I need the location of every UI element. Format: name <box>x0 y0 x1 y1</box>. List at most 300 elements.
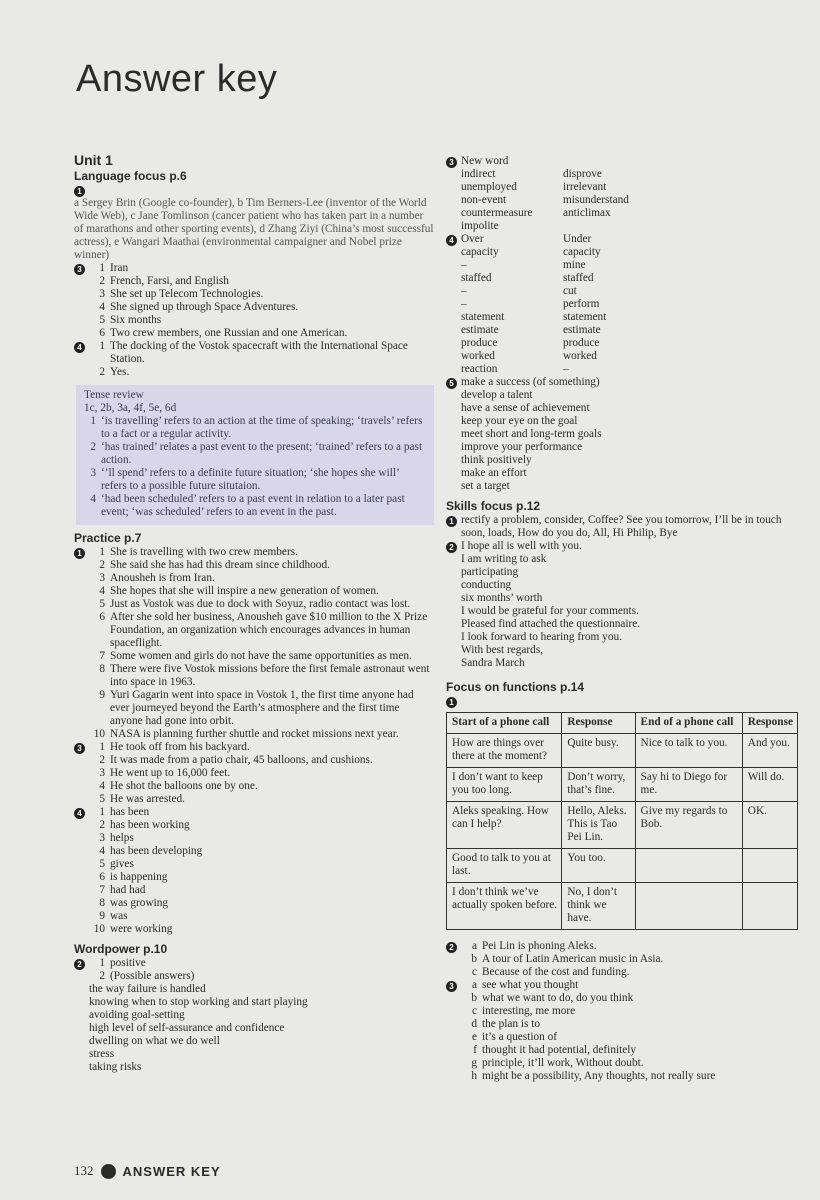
list-item <box>89 819 434 832</box>
list-item-number: 5 <box>99 598 105 610</box>
table-header-cell: End of a phone call <box>635 713 742 734</box>
list-item-text: principle, it’ll work, Without doubt. <box>482 1057 644 1069</box>
word-pair-row <box>461 272 798 285</box>
exercise-bullet-icon: 2 <box>446 942 457 953</box>
list-item-number: 1 <box>99 546 105 558</box>
list-item-number: 6 <box>99 327 105 339</box>
language-focus-heading: Language focus p.6 <box>74 169 187 183</box>
list-item-number: 1 <box>99 806 105 818</box>
list-item-number: 2 <box>99 275 105 287</box>
list-item-text: Six months <box>110 314 162 326</box>
page-number: 132 <box>74 1163 94 1178</box>
table-cell: Say hi to Diego for me. <box>635 768 742 802</box>
list-item: have a sense of achievement <box>461 402 590 414</box>
word-pair-row <box>461 220 798 233</box>
word-pair-row <box>461 246 798 259</box>
word-left: non-event <box>461 194 507 206</box>
tense-review-list <box>84 415 426 519</box>
list-item-text: He went up to 16,000 feet. <box>110 767 231 779</box>
new-word-heading: New word <box>461 155 509 167</box>
list-item <box>461 940 798 953</box>
table-row <box>447 849 798 883</box>
list-item <box>89 871 434 884</box>
new-word-pairs <box>461 168 798 233</box>
practice-ex3-list <box>89 741 434 806</box>
word-right <box>563 220 798 233</box>
list-item <box>461 992 798 1005</box>
list-item <box>89 366 434 379</box>
list-item-text: She set up Telecom Technologies. <box>110 288 264 300</box>
word-left: capacity <box>461 246 499 258</box>
list-item: high level of self-assurance and confidence <box>89 1022 285 1034</box>
table-cell: Quite busy. <box>562 734 635 768</box>
table-cell: And you. <box>742 734 797 768</box>
list-item-number: 9 <box>99 910 105 922</box>
list-item-number: b <box>471 953 477 965</box>
exercise-bullet-icon: 1 <box>74 548 85 559</box>
list-item-number: f <box>473 1044 477 1056</box>
list-item: Pleased find attached the questionnaire. <box>461 618 641 630</box>
list-item <box>89 923 434 936</box>
list-item-number: a <box>471 940 477 952</box>
list-item-text: She is travelling with two crew members. <box>110 546 298 558</box>
list-item: six months’ worth <box>461 592 543 604</box>
word-pair-row <box>461 181 798 194</box>
exercise-bullet-icon: 4 <box>74 342 85 353</box>
list-item-text: ‘is travelling’ refers to an action at the time of speaking; ‘travels’ refers to a fact or a regular activity. <box>101 415 423 440</box>
practice-ex4-list <box>89 806 434 936</box>
table-cell: Good to talk to you at last. <box>447 849 562 883</box>
exercise-bullet-icon: 5 <box>446 378 457 389</box>
practice-ex1-list <box>89 546 434 741</box>
list-item-text: gives <box>110 858 134 870</box>
list-item-text: ‘’ll spend’ refers to a definite future situation; ‘she hopes she will’ refers to a possible future situtaion. <box>101 467 399 492</box>
table-cell <box>635 849 742 883</box>
list-item-text: was growing <box>110 897 169 909</box>
list-item-text: was <box>110 910 128 922</box>
list-item-text: might be a possibility, Any thoughts, not really sure <box>482 1070 716 1082</box>
functions-ex3-list <box>461 979 798 1083</box>
list-item-number: 3 <box>90 467 96 479</box>
list-item <box>89 314 434 327</box>
table-cell: Give my regards to Bob. <box>635 802 742 849</box>
word-right: worked <box>563 350 597 362</box>
list-item <box>84 415 426 441</box>
exercise-bullet-icon: 1 <box>446 516 457 527</box>
word-pair-row <box>461 259 798 272</box>
under-heading: Under <box>563 233 592 245</box>
table-cell: No, I don’t think we have. <box>562 883 635 930</box>
list-item-number: 4 <box>99 845 105 857</box>
wordpower-answers <box>74 983 434 1074</box>
page-title: Answer key <box>76 58 278 100</box>
unit-heading: Unit 1 <box>74 152 113 168</box>
table-cell: OK. <box>742 802 797 849</box>
exercise-bullet-icon: 1 <box>74 186 85 197</box>
wordpower-heading: Wordpower p.10 <box>74 942 168 956</box>
list-item-text: Iran <box>110 262 129 274</box>
list-item <box>89 559 434 572</box>
word-left: worked <box>461 350 495 362</box>
list-item-text: NASA is planning further shuttle and rocket missions next year. <box>110 728 399 740</box>
list-item <box>89 598 434 611</box>
list-item-number: h <box>471 1070 477 1082</box>
word-right: mine <box>563 259 586 271</box>
list-item-number: 5 <box>99 793 105 805</box>
over-heading: Over <box>461 233 484 245</box>
list-item: I hope all is well with you. <box>461 540 582 552</box>
list-item-number: 1 <box>99 262 105 274</box>
page-footer <box>74 1163 221 1179</box>
list-item-number: 6 <box>99 871 105 883</box>
word-left: indirect <box>461 168 496 180</box>
list-item <box>89 546 434 559</box>
exercise-bullet-icon: 1 <box>446 697 457 708</box>
list-item-text: ‘had been scheduled’ refers to a past event in relation to a later past event; ‘was scheduled’ refers to an event in the past. <box>101 493 405 518</box>
wordpower-list <box>89 957 434 983</box>
list-item <box>84 493 426 519</box>
list-item-text: He was arrested. <box>110 793 185 805</box>
list-item-text: Pei Lin is phoning Aleks. <box>482 940 597 952</box>
list-item-text: ‘has trained’ relates a past event to the present; ‘trained’ refers to a past action. <box>101 441 423 466</box>
list-item <box>89 585 434 598</box>
list-item-number: 10 <box>93 923 105 935</box>
list-item: develop a talent <box>461 389 533 401</box>
list-item-number: 2 <box>90 441 96 453</box>
list-item <box>461 1018 798 1031</box>
list-item <box>461 1005 798 1018</box>
list-item-text: French, Farsi, and English <box>110 275 229 287</box>
list-item: improve your performance <box>461 441 583 453</box>
right-column <box>446 155 798 1083</box>
list-item-text: is happening <box>110 871 168 883</box>
list-item <box>461 1044 798 1057</box>
table-cell <box>742 849 797 883</box>
list-item: I would be grateful for your comments. <box>461 605 639 617</box>
collocations-list <box>461 376 798 493</box>
list-item <box>89 611 434 650</box>
list-item-number: 4 <box>99 780 105 792</box>
word-pair-row <box>461 285 798 298</box>
word-right: disprove <box>563 168 602 180</box>
word-pair-row <box>461 311 798 324</box>
functions-ex2-list <box>461 940 798 979</box>
list-item-number: 3 <box>99 572 105 584</box>
table-row <box>447 802 798 849</box>
list-item <box>89 340 434 366</box>
skills-ex1-text: rectify a problem, consider, Coffee? See you tomorrow, I’ll be in touch soon, loads, How do you do, All, Hi Philip, Bye <box>461 514 782 539</box>
list-item-text: see what you thought <box>482 979 579 991</box>
list-item-number: 3 <box>99 288 105 300</box>
list-item-number: 5 <box>99 314 105 326</box>
skills-ex2-list <box>461 540 798 670</box>
word-right: – <box>563 363 569 375</box>
list-item <box>89 689 434 728</box>
list-item <box>89 327 434 340</box>
table-cell: Don’t worry, that’s fine. <box>562 768 635 802</box>
table-cell <box>742 883 797 930</box>
list-item-number: a <box>471 979 477 991</box>
list-item <box>89 910 434 923</box>
tense-review-heading: Tense review <box>84 389 144 401</box>
list-item-number: 2 <box>99 819 105 831</box>
list-item-number: 1 <box>99 741 105 753</box>
list-item-number: d <box>471 1018 477 1030</box>
list-item-text: the plan is to <box>482 1018 541 1030</box>
exercise-bullet-icon: 2 <box>446 542 457 553</box>
word-left: staffed <box>461 272 492 284</box>
list-item <box>461 966 798 979</box>
list-item <box>89 780 434 793</box>
list-item: meet short and long-term goals <box>461 428 602 440</box>
list-item: I am writing to ask <box>461 553 547 565</box>
list-item <box>89 728 434 741</box>
list-item-text: what we want to do, do you think <box>482 992 634 1004</box>
table-cell: You too. <box>562 849 635 883</box>
table-cell: Nice to talk to you. <box>635 734 742 768</box>
list-item-text: had had <box>110 884 146 896</box>
list-item <box>89 832 434 845</box>
list-item: taking risks <box>89 1061 142 1073</box>
list-item-text: He shot the balloons one by one. <box>110 780 258 792</box>
word-left: impolite <box>461 220 499 232</box>
list-item <box>89 970 434 983</box>
word-pair-row <box>461 207 798 220</box>
footer-dot-icon <box>101 1164 116 1179</box>
list-item: think positively <box>461 454 532 466</box>
list-item-number: 1 <box>99 957 105 969</box>
list-item-text: Just as Vostok was due to dock with Soyuz, radio contact was lost. <box>110 598 411 610</box>
list-item <box>89 663 434 689</box>
list-item-text: She signed up through Space Adventures. <box>110 301 299 313</box>
word-right: cut <box>563 285 577 297</box>
list-item <box>89 884 434 897</box>
word-left: unemployed <box>461 181 517 193</box>
list-item <box>89 957 434 970</box>
table-cell: Hello, Aleks. This is Tao Pei Lin. <box>562 802 635 849</box>
table-row <box>447 734 798 768</box>
list-item: stress <box>89 1048 115 1060</box>
left-column <box>74 152 434 1074</box>
list-item <box>89 741 434 754</box>
list-item-text: A tour of Latin American music in Asia. <box>482 953 664 965</box>
list-item: Sandra March <box>461 657 525 669</box>
list-item-text: helps <box>110 832 134 844</box>
list-item-number: 8 <box>99 897 105 909</box>
list-item-number: 4 <box>99 301 105 313</box>
list-item-number: c <box>471 1005 477 1017</box>
list-item-number: 2 <box>99 970 105 982</box>
table-cell: Will do. <box>742 768 797 802</box>
word-right: staffed <box>563 272 594 284</box>
word-pair-row <box>461 363 798 376</box>
table-cell: I don’t think we’ve actually spoken before. <box>447 883 562 930</box>
exercise-bullet-icon: 2 <box>74 959 85 970</box>
list-item <box>461 1070 798 1083</box>
list-item-text: has been <box>110 806 150 818</box>
list-item-number: 9 <box>99 689 105 701</box>
word-right: estimate <box>563 324 601 336</box>
word-left: – <box>461 259 467 271</box>
list-item-text: thought it had potential, definitely <box>482 1044 637 1056</box>
list-item: dwelling on what we do well <box>89 1035 220 1047</box>
list-item <box>89 301 434 314</box>
word-right: statement <box>563 311 607 323</box>
list-item <box>89 288 434 301</box>
list-item-number: 3 <box>99 832 105 844</box>
list-item: set a target <box>461 480 510 492</box>
table-header-cell: Start of a phone call <box>447 713 562 734</box>
exercise-bullet-icon: 4 <box>446 235 457 246</box>
list-item <box>84 467 426 493</box>
language-focus-ex3-list <box>89 262 434 340</box>
list-item: knowing when to stop working and start playing <box>89 996 308 1008</box>
list-item-text: has been working <box>110 819 190 831</box>
word-right: perform <box>563 298 600 310</box>
footer-label: ANSWER KEY <box>122 1163 221 1179</box>
word-pair-row <box>461 298 798 311</box>
list-item <box>89 793 434 806</box>
list-item-text: interesting, me more <box>482 1005 576 1017</box>
list-item <box>461 1031 798 1044</box>
list-item <box>84 441 426 467</box>
language-focus-ex4-list <box>89 340 434 379</box>
word-pair-row <box>461 194 798 207</box>
word-left: produce <box>461 337 498 349</box>
table-header-cell: Response <box>742 713 797 734</box>
word-left: – <box>461 285 467 297</box>
list-item <box>461 953 798 966</box>
list-item-number: b <box>471 992 477 1004</box>
list-item-text: positive <box>110 957 146 969</box>
list-item-number: c <box>471 966 477 978</box>
list-item-text: were working <box>110 923 173 935</box>
list-item-text: She said she has had this dream since childhood. <box>110 559 330 571</box>
list-item-number: 1 <box>90 415 96 427</box>
list-item-number: 7 <box>99 884 105 896</box>
word-left: – <box>461 298 467 310</box>
list-item <box>89 262 434 275</box>
list-item-text: He took off from his backyard. <box>110 741 250 753</box>
list-item-number: 2 <box>99 754 105 766</box>
skills-focus-heading: Skills focus p.12 <box>446 499 541 513</box>
practice-heading: Practice p.7 <box>74 531 142 545</box>
list-item <box>89 754 434 767</box>
list-item <box>89 845 434 858</box>
list-item-text: After she sold her business, Anousheh gave $10 million to the X Prize Foundation, an organization which encourages advances in human spaceflight. <box>110 611 428 649</box>
list-item-number: 3 <box>99 767 105 779</box>
phone-call-table <box>446 712 798 930</box>
exercise-bullet-icon: 3 <box>74 264 85 275</box>
list-item-number: g <box>471 1057 477 1069</box>
list-item: keep your eye on the goal <box>461 415 578 427</box>
list-item <box>89 572 434 585</box>
list-item-text: There were five Vostok missions before the first female astronaut went into space in 1963. <box>110 663 430 688</box>
list-item: conducting <box>461 579 512 591</box>
word-left: reaction <box>461 363 498 375</box>
exercise-bullet-icon: 3 <box>446 157 457 168</box>
list-item-text: Anousheh is from Iran. <box>110 572 215 584</box>
word-right: misunderstand <box>563 194 629 206</box>
word-pair-row <box>461 337 798 350</box>
exercise-bullet-icon: 3 <box>446 981 457 992</box>
list-item <box>89 275 434 288</box>
word-right: irrelevant <box>563 181 607 193</box>
word-right: capacity <box>563 246 601 258</box>
word-pair-row <box>461 324 798 337</box>
list-item-number: 2 <box>99 366 105 378</box>
list-item: make an effort <box>461 467 527 479</box>
list-item <box>89 858 434 871</box>
word-pair-row <box>461 350 798 363</box>
word-right: produce <box>563 337 600 349</box>
list-item-text: It was made from a patio chair, 45 balloons, and cushions. <box>110 754 373 766</box>
list-item-text: The docking of the Vostok spacecraft with the International Space Station. <box>110 340 408 365</box>
table-row <box>447 768 798 802</box>
list-item-text: She hopes that she will inspire a new generation of women. <box>110 585 379 597</box>
exercise-bullet-icon: 4 <box>74 808 85 819</box>
list-item-text: has been developing <box>110 845 203 857</box>
functions-heading: Focus on functions p.14 <box>446 680 585 694</box>
list-item-number: 4 <box>90 493 96 505</box>
list-item <box>461 979 798 992</box>
word-pair-row <box>461 168 798 181</box>
list-item-text: (Possible answers) <box>110 970 195 982</box>
list-item <box>89 650 434 663</box>
list-item-number: 1 <box>99 340 105 352</box>
table-cell: I don’t want to keep you too long. <box>447 768 562 802</box>
word-right: anticlimax <box>563 207 611 219</box>
list-item-text: Because of the cost and funding. <box>482 966 630 978</box>
list-item-number: 4 <box>99 585 105 597</box>
list-item: I look forward to hearing from you. <box>461 631 622 643</box>
list-item-number: 8 <box>99 663 105 675</box>
list-item: With best regards, <box>461 644 544 656</box>
list-item: avoiding goal-setting <box>89 1009 185 1021</box>
language-focus-ex1-text: a Sergey Brin (Google co-founder), b Tim Berners-Lee (inventor of the World Wide Web), c Jane Tomlinson (cancer patient who has taken part in a number of marathons and other sporting events), d Zhang Ziyi (China’s most successful actress), e Wangari Maathai (environmental campaigner and Nobel prize winner) <box>74 197 434 261</box>
table-cell: Aleks speaking. How can I help? <box>447 802 562 849</box>
word-left: estimate <box>461 324 499 336</box>
list-item: participating <box>461 566 519 578</box>
list-item-text: Two crew members, one Russian and one American. <box>110 327 348 339</box>
list-item-number: 7 <box>99 650 105 662</box>
tense-review-box <box>76 385 434 525</box>
list-item <box>89 767 434 780</box>
list-item-number: 10 <box>93 728 105 740</box>
list-item-text: it’s a question of <box>482 1031 557 1043</box>
list-item: make a success (of something) <box>461 376 600 388</box>
word-left: statement <box>461 311 505 323</box>
list-item-text: Yuri Gagarin went into space in Vostok 1, the first time anyone had ever journeyed beyond the Earth’s atmosphere and the first time anyone had gone into orbit. <box>110 689 414 727</box>
list-item: the way failure is handled <box>89 983 206 995</box>
table-cell <box>635 883 742 930</box>
list-item-number: 2 <box>99 559 105 571</box>
tense-review-answers: 1c, 2b, 3a, 4f, 5e, 6d <box>84 402 177 414</box>
list-item <box>89 897 434 910</box>
list-item-number: e <box>471 1031 477 1043</box>
list-item <box>89 806 434 819</box>
table-cell: How are things over there at the moment? <box>447 734 562 768</box>
list-item-number: 6 <box>99 611 105 623</box>
word-left: countermeasure <box>461 207 533 219</box>
list-item-text: Yes. <box>110 366 130 378</box>
list-item-text: Some women and girls do not have the same opportunities as men. <box>110 650 412 662</box>
list-item <box>461 1057 798 1070</box>
table-row <box>447 883 798 930</box>
list-item-number: 5 <box>99 858 105 870</box>
exercise-bullet-icon: 3 <box>74 743 85 754</box>
table-header-cell: Response <box>562 713 635 734</box>
